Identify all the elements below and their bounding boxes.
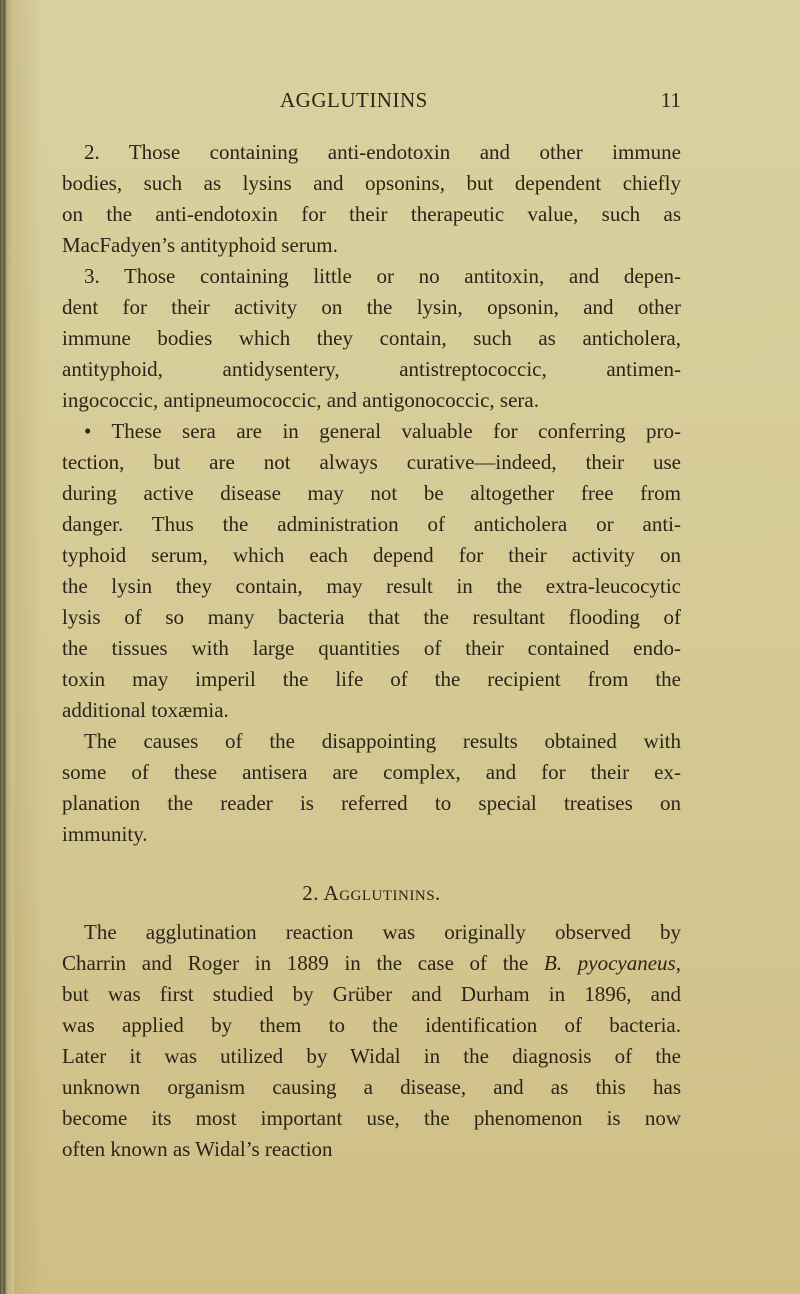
text-segment: , bbox=[675, 951, 681, 975]
page-number: 11 bbox=[660, 88, 681, 112]
text-line bbox=[62, 948, 681, 979]
text-line: The agglutination reaction was originally observed by bbox=[84, 920, 681, 944]
text-line: planation the reader is referred to special treatises on bbox=[62, 791, 681, 815]
text-line: lysis of so many bacteria that the resultant flooding of bbox=[62, 605, 681, 629]
running-head bbox=[62, 85, 681, 116]
page-gutter-shadow bbox=[14, 0, 44, 1294]
text-line: the lysin they contain, may result in the extra-leucocytic bbox=[62, 574, 681, 598]
text-line: 2. Those containing anti-endotoxin and other immune bbox=[84, 140, 681, 164]
text-line: become its most important use, the phenomenon is now bbox=[62, 1106, 681, 1130]
text-line: immunity. bbox=[62, 822, 148, 846]
text-line: on the anti-endotoxin for their therapeutic value, such as bbox=[62, 202, 681, 226]
text-line: but was first studied by Grüber and Durham in 1896, and bbox=[62, 982, 681, 1006]
text-line: toxin may imperil the life of the recipient from the bbox=[62, 667, 681, 691]
text-line: MacFadyen’s antityphoid serum. bbox=[62, 233, 338, 257]
text-line: the tissues with large quantities of their contained endo- bbox=[62, 636, 681, 660]
text-line: dent for their activity on the lysin, opsonin, and other bbox=[62, 295, 681, 319]
italic-species-name: B. pyocyaneus bbox=[544, 951, 676, 975]
body-text-block bbox=[62, 917, 681, 1165]
text-line: some of these antisera are complex, and for their ex- bbox=[62, 760, 681, 784]
text-line: typhoid serum, which each depend for their activity on bbox=[62, 543, 681, 567]
text-line: immune bodies which they contain, such as anticholera, bbox=[62, 326, 681, 350]
text-line: Later it was utilized by Widal in the diagnosis of the bbox=[62, 1044, 681, 1068]
body-text-block bbox=[62, 137, 681, 850]
text-line: 3. Those containing little or no antitoxin, and depen- bbox=[84, 264, 681, 288]
text-line: antityphoid, antidysentery, antistreptococcic, antimen- bbox=[62, 357, 681, 381]
text-line: bodies, such as lysins and opsonins, but dependent chiefly bbox=[62, 171, 681, 195]
text-line: during active disease may not be altogether free from bbox=[62, 481, 681, 505]
text-line: additional toxæmia. bbox=[62, 698, 229, 722]
text-line: was applied by them to the identification of bacteria. bbox=[62, 1013, 681, 1037]
text-segment: Charrin and Roger in 1889 in the case of the bbox=[62, 951, 545, 975]
page-binding-edge bbox=[0, 0, 14, 1294]
text-line: ingococcic, antipneumococcic, and antigonococcic, sera. bbox=[62, 388, 539, 412]
text-line: • These sera are in general valuable for conferring pro- bbox=[84, 419, 681, 443]
text-line: unknown organism causing a disease, and as this has bbox=[62, 1075, 681, 1099]
running-head-title: AGGLUTININS bbox=[280, 88, 428, 112]
section-heading: 2. Agglutinins. bbox=[302, 881, 441, 905]
text-line: tection, but are not always curative—indeed, their use bbox=[62, 450, 681, 474]
text-line: often known as Widal’s reaction bbox=[62, 1137, 333, 1161]
text-line: danger. Thus the administration of anticholera or anti- bbox=[62, 512, 681, 536]
text-line: The causes of the disappointing results obtained with bbox=[84, 729, 681, 753]
